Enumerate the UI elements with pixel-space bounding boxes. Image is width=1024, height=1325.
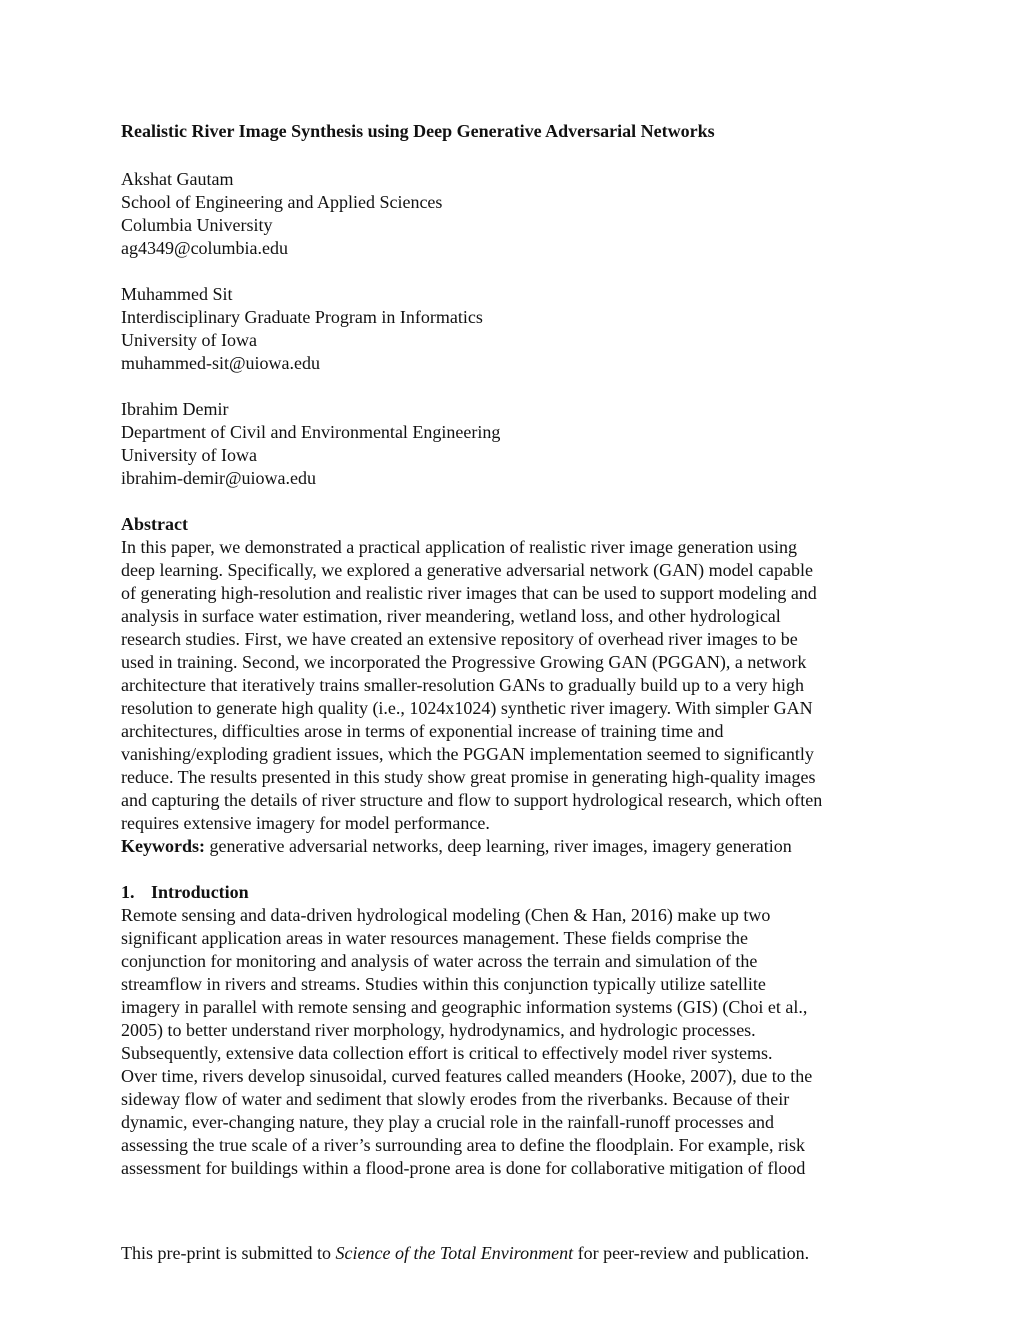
intro-line: sideway flow of water and sediment that slowly erodes from the riverbanks. Because of their — [121, 1089, 790, 1109]
author-institution: Columbia University — [121, 215, 273, 235]
abstract-line: and capturing the details of river structure and flow to support hydrological research, which often — [121, 790, 823, 810]
author-name: Muhammed Sit — [121, 284, 233, 304]
abstract-line: deep learning. Specifically, we explored a generative adversarial network (GAN) model capable — [121, 560, 814, 580]
keywords — [121, 835, 911, 858]
abstract-line: architecture that iteratively trains smaller-resolution GANs to gradually build up to a very high — [121, 675, 804, 695]
author-affiliation: School of Engineering and Applied Sciences — [121, 192, 443, 212]
footer-text: for peer-review and publication. — [573, 1243, 810, 1263]
abstract-line: of generating high-resolution and realistic river images that can be used to support modeling and — [121, 583, 817, 603]
paper-title: Realistic River Image Synthesis using Deep Generative Adversarial Networks — [121, 121, 715, 141]
abstract-line: In this paper, we demonstrated a practical application of realistic river image generation using — [121, 537, 798, 557]
footer-text: This pre-print is submitted to — [121, 1243, 336, 1263]
abstract-line: reduce. The results presented in this study show great promise in generating high-quality images — [121, 767, 816, 787]
intro-line: assessment for buildings within a flood-prone area is done for collaborative mitigation of flood — [121, 1158, 806, 1178]
author-email: ag4349@columbia.edu — [121, 238, 289, 258]
introduction-body — [121, 904, 911, 1180]
intro-line: Over time, rivers develop sinusoidal, curved features called meanders (Hooke, 2007), due to the — [121, 1066, 813, 1086]
intro-line: conjunction for monitoring and analysis of water across the terrain and simulation of the — [121, 951, 758, 971]
author-affiliation: Department of Civil and Environmental Engineering — [121, 422, 501, 442]
introduction-heading — [121, 881, 911, 904]
author-block — [121, 283, 911, 375]
keywords-text: generative adversarial networks, deep learning, river images, imagery generation — [205, 836, 792, 856]
abstract-line: research studies. First, we have created an extensive repository of overhead river images to be — [121, 629, 798, 649]
abstract-line: architectures, difficulties arose in terms of exponential increase of training time and — [121, 721, 724, 741]
author-email: muhammed-sit@uiowa.edu — [121, 353, 321, 373]
author-block — [121, 168, 911, 260]
intro-line: 2005) to better understand river morphology, hydrodynamics, and hydrologic processes. — [121, 1020, 756, 1040]
abstract-line: used in training. Second, we incorporated the Progressive Growing GAN (PGGAN), a network — [121, 652, 807, 672]
author-email: ibrahim-demir@uiowa.edu — [121, 468, 317, 488]
author-affiliation: Interdisciplinary Graduate Program in Informatics — [121, 307, 483, 327]
paper-page — [121, 120, 911, 1180]
intro-line: Remote sensing and data-driven hydrological modeling (Chen & Han, 2016) make up two — [121, 905, 771, 925]
abstract-line: analysis in surface water estimation, river meandering, wetland loss, and other hydrological — [121, 606, 781, 626]
abstract-line: vanishing/exploding gradient issues, which the PGGAN implementation seemed to significantly — [121, 744, 814, 764]
author-institution: University of Iowa — [121, 330, 257, 350]
journal-name: Science of the Total Environment — [335, 1243, 574, 1263]
abstract-heading: Abstract — [121, 514, 188, 534]
intro-line: Subsequently, extensive data collection effort is critical to effectively model river systems. — [121, 1043, 773, 1063]
intro-line: dynamic, ever-changing nature, they play a crucial role in the rainfall-runoff processes and — [121, 1112, 775, 1132]
section-title: Introduction — [151, 882, 249, 902]
section-number: 1. — [121, 882, 135, 902]
abstract-line: resolution to generate high quality (i.e., 1024x1024) synthetic river imagery. With simpler GAN — [121, 698, 813, 718]
author-name: Akshat Gautam — [121, 169, 234, 189]
intro-line: streamflow in rivers and streams. Studies within this conjunction typically utilize satellite — [121, 974, 766, 994]
intro-line: imagery in parallel with remote sensing and geographic information systems (GIS) (Choi et al., — [121, 997, 808, 1017]
author-block — [121, 398, 911, 490]
keywords-label: Keywords: — [121, 836, 205, 856]
intro-line: significant application areas in water resources management. These fields comprise the — [121, 928, 748, 948]
intro-line: assessing the true scale of a river’s surrounding area to define the floodplain. For example, risk — [121, 1135, 805, 1155]
preprint-footer — [121, 1242, 911, 1265]
author-name: Ibrahim Demir — [121, 399, 229, 419]
abstract-body — [121, 536, 911, 835]
abstract-line: requires extensive imagery for model performance. — [121, 813, 490, 833]
author-institution: University of Iowa — [121, 445, 257, 465]
